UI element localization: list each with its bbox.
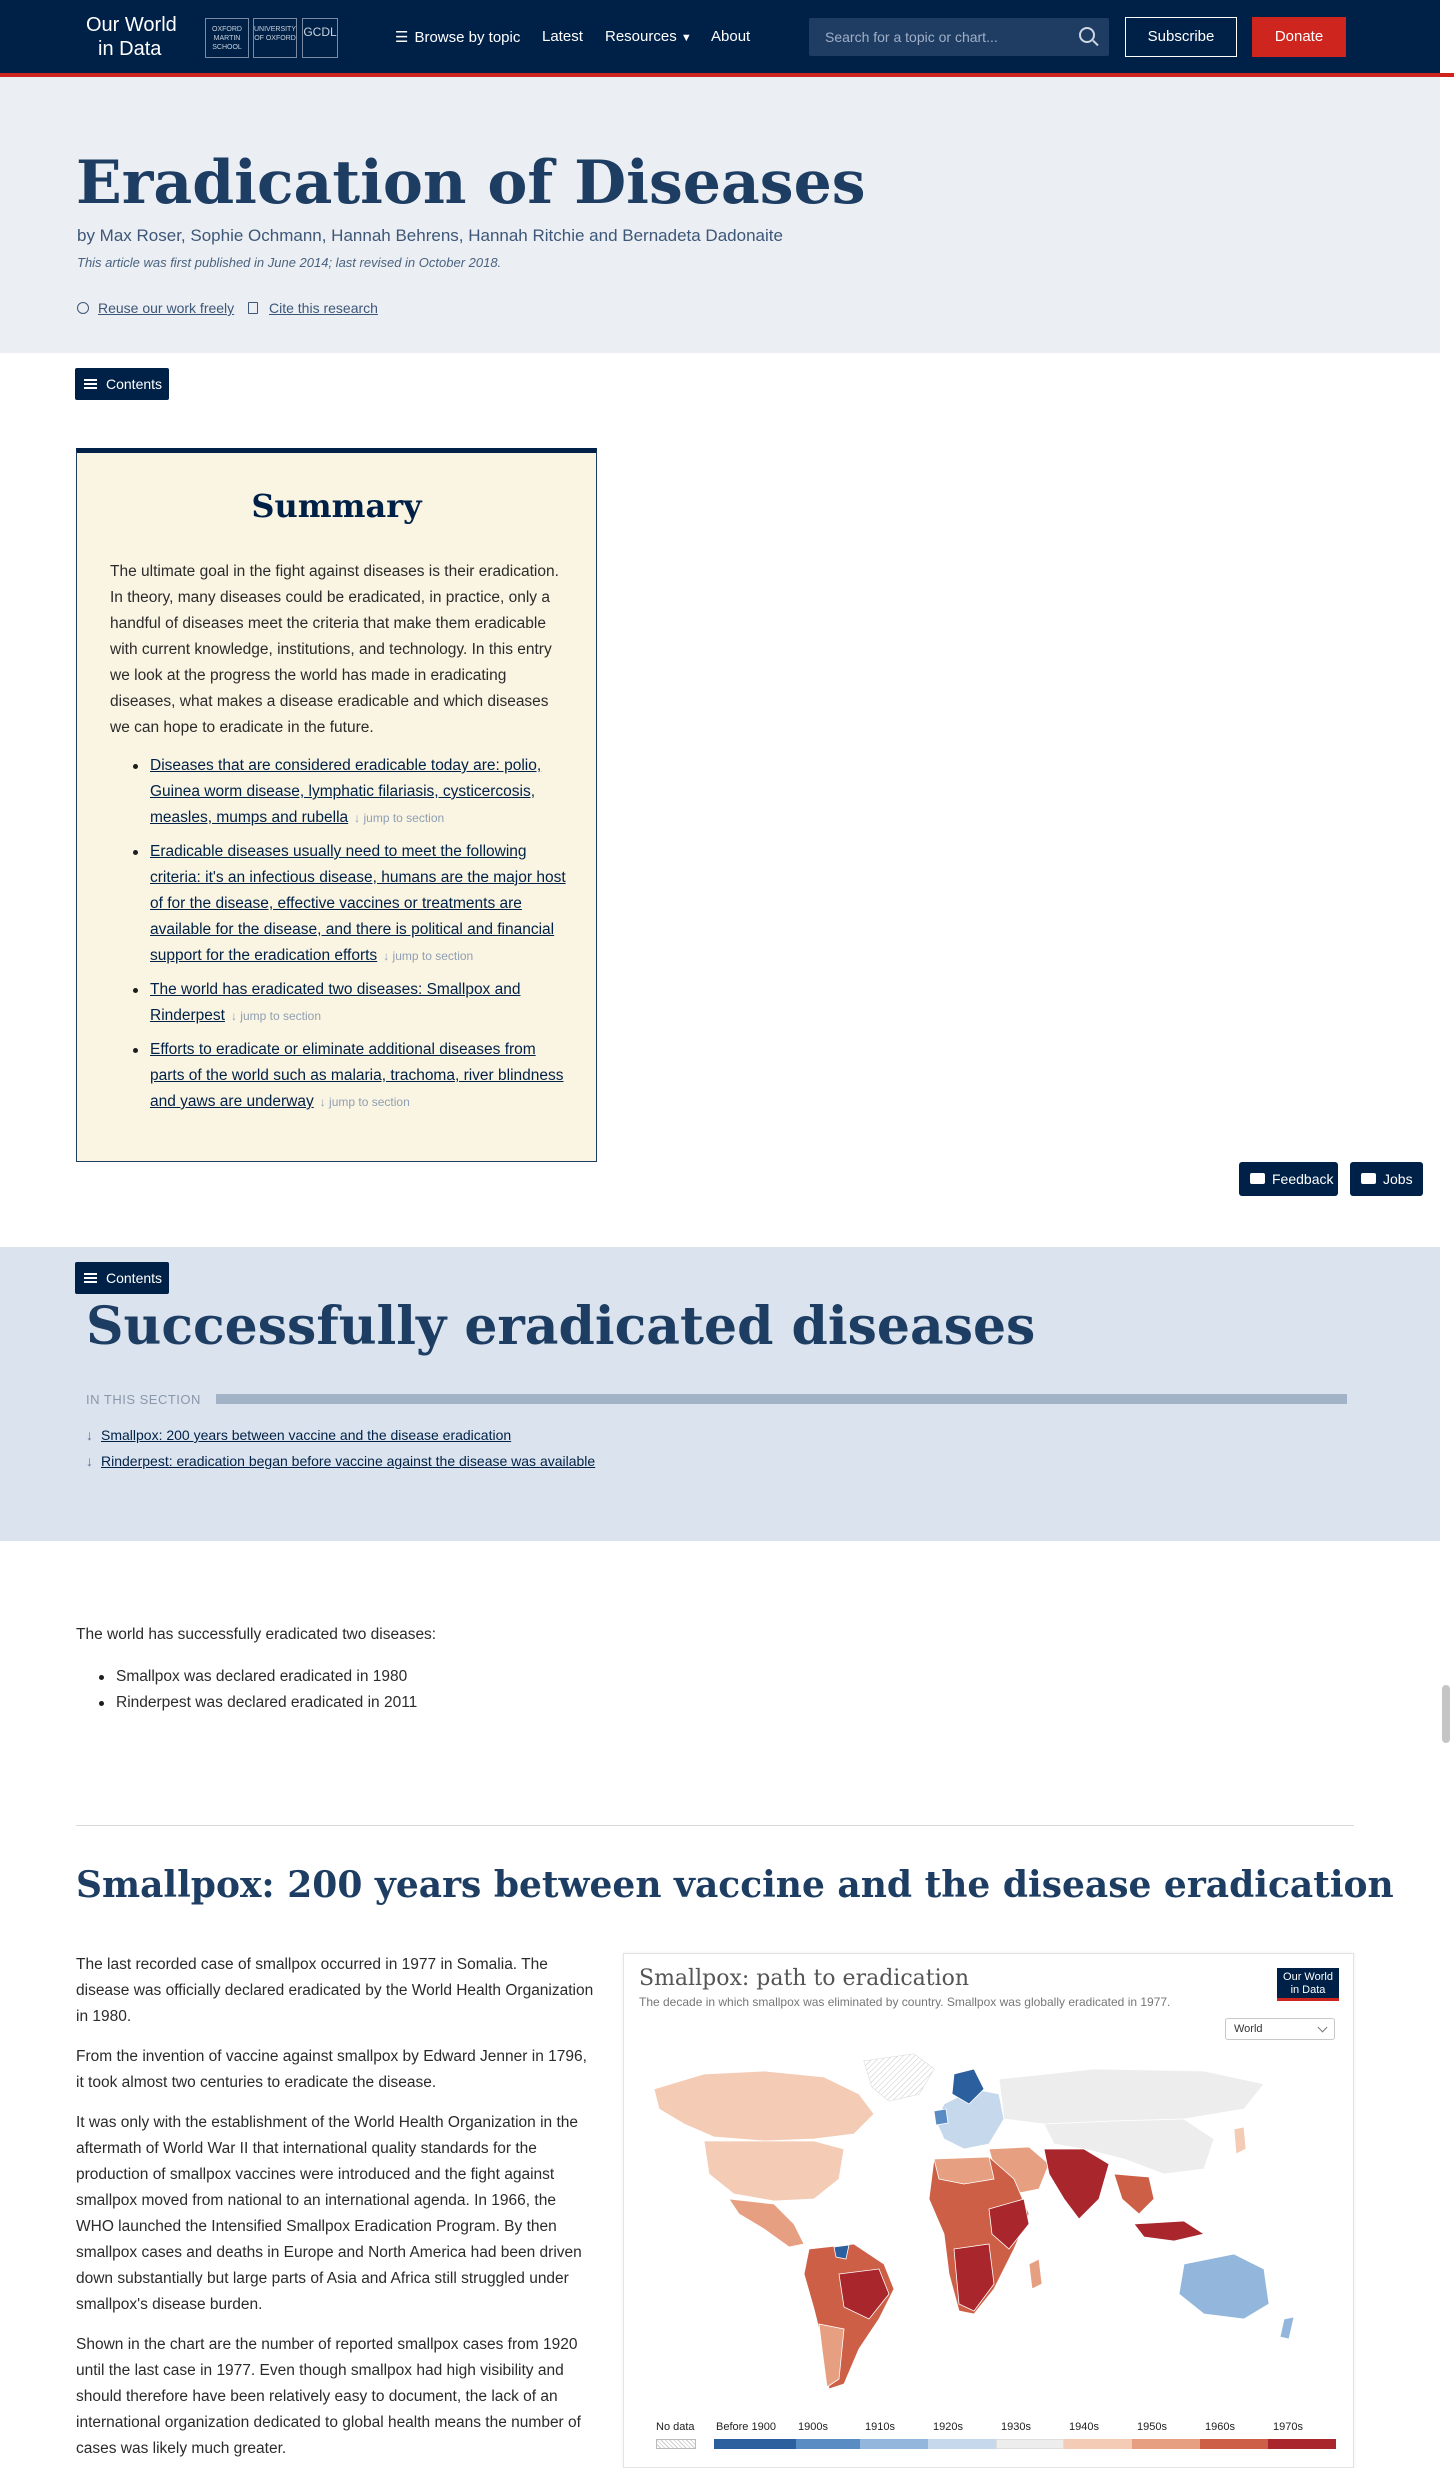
summary-item [110,839,570,969]
list-item: Smallpox was declared eradicated in 1980 [76,1664,417,1690]
header-accent [1440,73,1454,77]
chart-card [623,1953,1354,2468]
summary-item [110,753,570,831]
nav-resources[interactable] [605,28,692,45]
publication-note: This article was first published in June 2014; last revised in October 2018. [77,255,502,270]
scrollbar-thumb[interactable] [1442,1685,1450,1743]
gcdl-logo[interactable] [302,18,338,58]
legend-label: 1950s [1137,2421,1167,2433]
summary-box [76,448,597,1162]
search-placeholder: Search for a topic or chart... [825,29,998,45]
paragraph: Shown in the chart are the number of reported smallpox cases from 1920 until the last case in 1977. Even though smallpox had high visibility and should therefore have been relatively easy to document, the lack of an international organization dedicated to global health means the number of cases was likely much greater. [76,2336,581,2457]
nav-browse-by-topic[interactable] [395,28,520,46]
legend-label: 1920s [933,2421,963,2433]
map-venezuela [834,2245,849,2259]
jobs-button[interactable] [1350,1162,1423,1196]
region-value: World [1234,2023,1263,2035]
menu-icon [84,379,97,389]
reuse-link[interactable]: Reuse our work freely [98,300,235,316]
map-usa [704,2141,844,2201]
badge-line-2: in Data [1290,1984,1326,1996]
byline: by Max Roser, Sophie Ochmann, Hannah Behrens, Hannah Ritchie and Bernadeta Dadonaite [77,226,783,245]
legend-swatch [714,2439,796,2449]
section-link-smallpox[interactable] [86,1427,511,1443]
paragraph: It was only with the establishment of the World Health Organization in the aftermath of World War II that international quality standards for the production of smallpox vaccines were introduced and the fight against smallpox moved from national to an international agenda. In 1966, the WHO launched the Intensified Smallpox Eradication Program. By then smallpox cases and deaths in Europe and North America had been driven down substantially but large parts of Asia and Africa still struggled under smallpox's disease burden. [76,2114,582,2313]
contents-button[interactable] [75,368,169,400]
legend-swatch [996,2439,1064,2449]
chevron-down-icon [1318,2023,1328,2033]
map-new-zealand [1280,2317,1294,2339]
legend-swatch [1132,2439,1200,2449]
chart-title: Smallpox: path to eradication [639,1966,970,1991]
summary-title: Summary [251,487,422,525]
world-map[interactable] [644,2049,1334,2409]
feedback-label: Feedback [1272,1171,1334,1187]
legend-label: 1930s [1001,2421,1031,2433]
map-indonesia [1134,2221,1204,2241]
contents-label: Contents [106,376,163,392]
badge-line-1: Our World [1283,1971,1333,1983]
nav-latest[interactable]: Latest [542,28,583,45]
map-southeast-asia [1114,2174,1154,2214]
section-link-rinderpest[interactable] [86,1453,595,1469]
map-madagascar [1029,2259,1042,2289]
site-header [0,0,1440,77]
map-south-america [804,2244,894,2389]
body-intro: The world has successfully eradicated two diseases: [76,1626,437,1643]
map-canada [654,2071,874,2141]
legend-label: 1960s [1205,2421,1235,2433]
legend-swatch [1200,2439,1268,2449]
section-link-label: Rinderpest: eradication began before vaccine against the disease was available [101,1453,596,1469]
arrow-down-icon: ↓ [86,1427,93,1443]
jump-link[interactable]: ↓ jump to section [230,1009,322,1023]
legend-swatch [796,2439,860,2449]
jump-link[interactable]: ↓ jump to section [354,811,445,825]
list-icon: ☰ [395,29,409,46]
legend-swatch [928,2439,996,2449]
legend-label: 1970s [1273,2421,1303,2433]
section-link-label: Smallpox: 200 years between vaccine and the disease eradication [101,1427,512,1443]
creative-commons-icon [77,302,89,314]
handshake-icon [1361,1173,1376,1184]
search-icon[interactable] [1079,27,1095,43]
legend-label: Before 1900 [716,2421,776,2433]
legend-label: No data [656,2421,695,2433]
summary-item [110,1037,570,1115]
summary-list [110,753,570,1123]
jump-link[interactable]: ↓ jump to section [383,949,474,963]
eradicated-list [76,1664,417,1716]
map-north-africa [934,2157,994,2184]
jump-link[interactable]: ↓ jump to section [319,1095,410,1109]
legend-label: 1940s [1069,2421,1099,2433]
jobs-label: Jobs [1383,1171,1413,1187]
legend-swatch-no-data [656,2439,696,2449]
oxford-university-logo[interactable] [253,18,297,58]
summary-link[interactable]: Diseases that are considered eradicable today are: polio, Guinea worm disease, lymphatic filariasis, cysticercosis, measles, mumps and rubella [150,757,542,826]
summary-link[interactable]: Efforts to eradicate or eliminate additional diseases from parts of the world such as malaria, trachoma, river blindness and yaws are underway [150,1041,564,1110]
legend-swatch [1268,2439,1336,2449]
legend-label: 1910s [865,2421,895,2433]
summary-link[interactable]: Eradicable diseases usually need to meet the following criteria: it's an infectious disease, humans are the major host of for the disease, effective vaccines or treatments are available for the disease, and there is political and financial support for the eradication efforts [150,843,566,964]
logo-line-1: Our World [86,14,177,36]
cite-link[interactable]: Cite this research [269,300,378,316]
donate-button[interactable]: Donate [1252,17,1346,57]
chart-subtitle: The decade in which smallpox was eliminated by country. Smallpox was globally eradicated in 1977. [639,1995,1171,2009]
subsection-title: Smallpox: 200 years between vaccine and the disease eradication [76,1864,1394,1906]
map-southern-africa [954,2244,994,2311]
map-india [1044,2149,1109,2219]
section-title: Successfully eradicated diseases [86,1296,1036,1357]
summary-intro: The ultimate goal in the fight against diseases is their eradication. In theory, many diseases could be eradicated, in practice, only a handful of diseases meet the criteria that make them eradicable with current knowledge, institutions, and technology. In this entry we look at the progress the world has made in eradicating diseases, what makes a disease eradicable and which diseases we can hope to eradicate in the future. [110,563,559,736]
list-item: Rinderpest was declared eradicated in 2011 [76,1690,417,1716]
nav-resources-label: Resources [605,28,677,45]
subscribe-button[interactable]: Subscribe [1125,17,1237,57]
logo-line-2: in Data [98,38,162,60]
section-divider-bar [216,1394,1347,1404]
nav-about[interactable]: About [711,28,751,45]
map-mexico [729,2199,804,2247]
book-icon [248,302,258,314]
menu-icon [84,1273,97,1283]
partner-1-text: OXFORD MARTIN SCHOOL [212,26,242,51]
search-input[interactable] [809,18,1109,56]
paragraph: From the invention of vaccine against smallpox by Edward Jenner in 1796, it took almost two centuries to eradicate the disease. [76,2048,587,2091]
owid-logo[interactable] [86,13,177,61]
contents-button-sticky[interactable] [75,1262,169,1294]
owid-badge[interactable] [1277,1968,1339,2001]
oxford-martin-logo[interactable] [205,18,249,58]
partner-3-text: GCDL [303,25,337,39]
legend-label: 1900s [798,2421,828,2433]
paragraph: The last recorded case of smallpox occurred in 1977 in Somalia. The disease was officially declared eradicated by the World Health Organization in 1980. [76,1956,594,2025]
region-select[interactable] [1225,2018,1335,2040]
feedback-button[interactable] [1239,1162,1338,1196]
legend-swatch [860,2439,928,2449]
legend-swatch [1064,2439,1132,2449]
map-australia [1179,2254,1269,2319]
summary-item [110,977,570,1029]
in-this-section-label: IN THIS SECTION [86,1392,201,1407]
partner-2-text: UNIVERSITY OF OXFORD [254,26,297,42]
map-japan [1234,2127,1246,2154]
contents-label: Contents [106,1270,163,1286]
summary-link[interactable]: The world has eradicated two diseases: Smallpox and Rinderpest [150,981,521,1024]
map-uk [934,2109,948,2125]
page-title: Eradication of Diseases [76,148,866,218]
section-divider [76,1825,1354,1826]
arrow-down-icon: ↓ [86,1453,93,1469]
chat-icon [1250,1173,1265,1184]
nav-browse-label: Browse by topic [414,29,521,46]
map-russia [999,2069,1264,2124]
caret-down-icon: ▼ [680,32,692,44]
